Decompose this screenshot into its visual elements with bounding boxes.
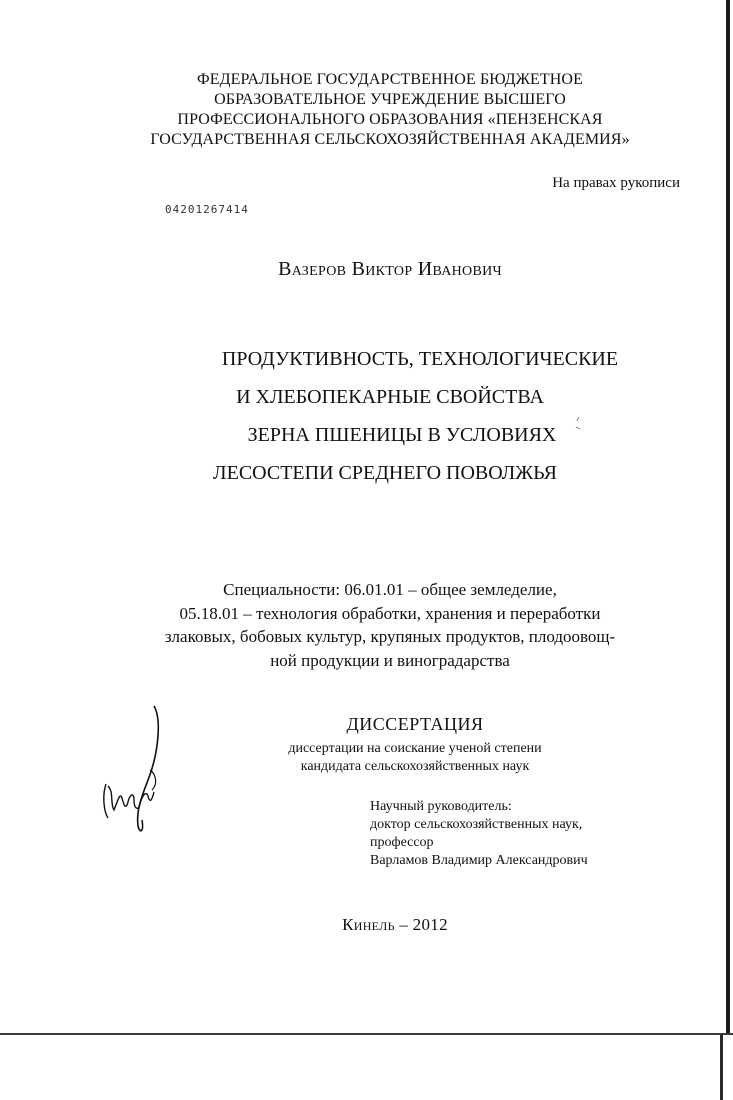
dissertation-subtitle xyxy=(200,740,630,776)
author-name: Вазеров Виктор Иванович xyxy=(278,258,502,280)
supervisor-line: Варламов Владимир Александрович xyxy=(370,853,588,868)
subtitle-line: кандидата сельскохозяйственных наук xyxy=(300,759,530,774)
rights-note: На правах рукописи xyxy=(552,175,680,191)
organization-line: ФЕДЕРАЛЬНОЕ ГОСУДАРСТВЕННОЕ БЮДЖЕТНОЕ xyxy=(197,71,583,88)
stray-pen-mark xyxy=(570,416,582,430)
specialty-line: Специальности: 06.01.01 – общее земледелие, xyxy=(223,580,557,599)
supervisor-line: доктор сельскохозяйственных наук, xyxy=(370,817,583,832)
dissertation-title xyxy=(140,340,660,492)
title-line: ЛЕСОСТЕПИ СРЕДНЕГО ПОВОЛЖЬЯ xyxy=(213,462,557,484)
city-year: Кинель – 2012 xyxy=(342,915,448,934)
supervisor-line: Научный руководитель: xyxy=(370,799,512,814)
title-line: И ХЛЕБОПЕКАРНЫЕ СВОЙСТВА xyxy=(236,386,544,408)
scan-edge-bottom xyxy=(0,1033,733,1035)
subtitle-line: диссертации на соискание ученой степени xyxy=(288,741,542,756)
handwritten-signature xyxy=(92,700,172,840)
organization-line: ГОСУДАРСТВЕННАЯ СЕЛЬСКОХОЗЯЙСТВЕННАЯ АКАДЕМИЯ» xyxy=(150,131,630,148)
specialty-line: ной продукции и виноградарства xyxy=(270,650,510,670)
specialty-line: 05.18.01 – технология обработки, хранения и переработки xyxy=(179,603,601,623)
dissertation-heading: ДИССЕРТАЦИЯ xyxy=(346,714,484,734)
scan-edge-right xyxy=(726,0,730,1035)
supervisor-line: профессор xyxy=(370,835,434,850)
registration-code: 04201267414 xyxy=(165,203,249,216)
scan-edge-right-lower xyxy=(720,1035,723,1100)
organization-line: ОБРАЗОВАТЕЛЬНОЕ УЧРЕЖДЕНИЕ ВЫСШЕГО xyxy=(214,91,566,108)
organization-header xyxy=(110,70,670,150)
supervisor-block xyxy=(370,798,690,870)
title-line: ПРОДУКТИВНОСТЬ, ТЕХНОЛОГИЧЕСКИЕ xyxy=(221,348,619,370)
specialty-line: злаковых, бобовых культур, крупяных продуктов, плодоовощ- xyxy=(164,627,616,646)
title-line: ЗЕРНА ПШЕНИЦЫ В УСЛОВИЯХ xyxy=(247,424,557,446)
organization-line: ПРОФЕССИОНАЛЬНОГО ОБРАЗОВАНИЯ «ПЕНЗЕНСКАЯ xyxy=(177,111,603,128)
specialties-block xyxy=(100,578,680,672)
